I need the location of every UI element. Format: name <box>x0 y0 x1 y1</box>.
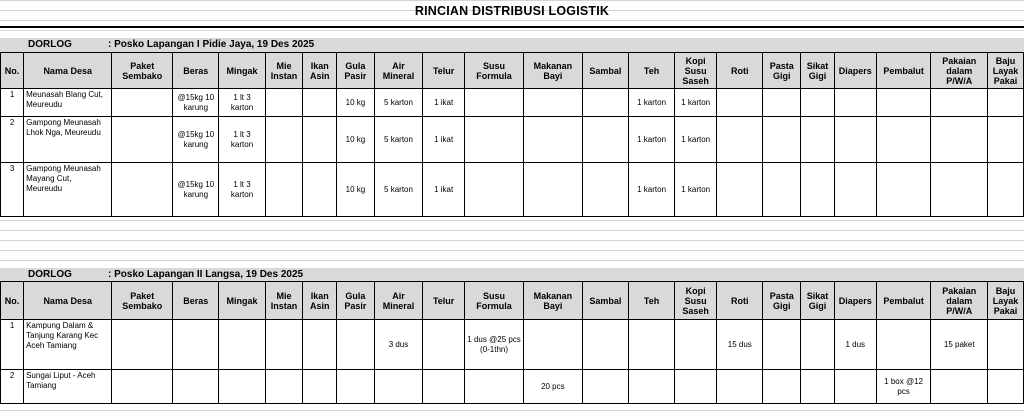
data-cell <box>717 117 763 163</box>
data-cell <box>303 163 337 217</box>
data-cell <box>465 163 524 217</box>
data-cell <box>219 370 265 404</box>
row-number: 1 <box>1 89 24 117</box>
data-cell <box>834 163 876 217</box>
data-cell <box>582 163 628 217</box>
data-cell <box>717 370 763 404</box>
data-cell <box>465 89 524 117</box>
table-row <box>1 370 1024 404</box>
data-cell <box>834 117 876 163</box>
data-cell: 1 ikat <box>423 163 465 217</box>
data-cell <box>931 117 988 163</box>
data-cell <box>801 163 835 217</box>
data-cell <box>931 163 988 217</box>
data-cell <box>265 370 303 404</box>
data-cell: 1 dus <box>834 320 876 370</box>
data-cell: 1 karton <box>675 89 717 117</box>
column-header: Kopi Susu Saseh <box>675 53 717 89</box>
data-cell <box>801 89 835 117</box>
data-cell <box>303 89 337 117</box>
column-header: Sambal <box>582 53 628 89</box>
data-cell <box>763 89 801 117</box>
data-cell <box>523 320 582 370</box>
data-cell: 15 paket <box>931 320 988 370</box>
data-cell: @15kg 10 karung <box>173 89 219 117</box>
column-header: Sambal <box>582 282 628 320</box>
data-cell <box>112 117 173 163</box>
data-cell: 15 dus <box>717 320 763 370</box>
data-cell: 5 karton <box>374 163 422 217</box>
column-header: Sikat Gigi <box>801 53 835 89</box>
data-cell <box>423 370 465 404</box>
village-name: Gampong Meunasah Lhok Nga, Meureudu <box>24 117 112 163</box>
table-row <box>1 320 1024 370</box>
data-cell: 1 lt 3 karton <box>219 89 265 117</box>
distribution-table-1 <box>0 52 1024 217</box>
column-header: Teh <box>628 53 674 89</box>
data-cell: 1 box @12 pcs <box>876 370 931 404</box>
data-cell: 10 kg <box>337 163 375 217</box>
data-cell <box>988 163 1024 217</box>
column-header: Pasta Gigi <box>763 282 801 320</box>
data-cell <box>582 320 628 370</box>
column-header: Susu Formula <box>465 282 524 320</box>
column-header: Gula Pasir <box>337 282 375 320</box>
column-header: Paket Sembako <box>112 53 173 89</box>
data-cell <box>717 89 763 117</box>
header-row <box>1 282 1024 320</box>
data-cell <box>628 370 674 404</box>
table-row <box>1 163 1024 217</box>
column-header: No. <box>1 53 24 89</box>
data-cell <box>988 89 1024 117</box>
data-cell <box>112 320 173 370</box>
data-cell <box>465 117 524 163</box>
data-cell <box>265 117 303 163</box>
data-cell: 10 kg <box>337 89 375 117</box>
column-header: Ikan Asin <box>303 282 337 320</box>
village-name: Kampung Dalam & Tanjung Karang Kec Aceh Tamiang <box>24 320 112 370</box>
document-title: RINCIAN DISTRIBUSI LOGISTIK <box>414 4 610 18</box>
column-header: Kopi Susu Saseh <box>675 282 717 320</box>
data-cell <box>876 89 931 117</box>
table-row <box>1 117 1024 163</box>
column-header: Telur <box>423 282 465 320</box>
column-header: Makanan Bayi <box>523 53 582 89</box>
data-cell <box>173 370 219 404</box>
column-header: Baju Layak Pakai <box>988 53 1024 89</box>
table-row <box>1 89 1024 117</box>
data-cell <box>931 89 988 117</box>
column-header: Susu Formula <box>465 53 524 89</box>
village-name: Meunasah Blang Cut, Meureudu <box>24 89 112 117</box>
data-cell <box>112 89 173 117</box>
column-header: Beras <box>173 282 219 320</box>
data-cell <box>876 117 931 163</box>
dorlog-header-1 <box>0 38 1024 52</box>
column-header: Paket Sembako <box>112 282 173 320</box>
data-cell <box>523 163 582 217</box>
data-cell <box>374 370 422 404</box>
column-header: No. <box>1 282 24 320</box>
data-cell: 5 karton <box>374 89 422 117</box>
data-cell <box>931 370 988 404</box>
column-header: Roti <box>717 282 763 320</box>
data-cell <box>265 89 303 117</box>
data-cell: 1 lt 3 karton <box>219 163 265 217</box>
data-cell <box>801 117 835 163</box>
row-number: 1 <box>1 320 24 370</box>
data-cell <box>112 163 173 217</box>
column-header: Pasta Gigi <box>763 53 801 89</box>
data-cell <box>523 117 582 163</box>
column-header: Nama Desa <box>24 282 112 320</box>
column-header: Air Mineral <box>374 53 422 89</box>
data-cell <box>523 89 582 117</box>
data-cell <box>675 320 717 370</box>
data-cell <box>801 320 835 370</box>
column-header: Gula Pasir <box>337 53 375 89</box>
column-header: Sikat Gigi <box>801 282 835 320</box>
data-cell <box>675 370 717 404</box>
data-cell: 1 dus @25 pcs (0-1thn) <box>465 320 524 370</box>
data-cell <box>423 320 465 370</box>
data-cell <box>303 320 337 370</box>
data-cell: 1 karton <box>628 89 674 117</box>
data-cell: 10 kg <box>337 117 375 163</box>
header-row <box>1 53 1024 89</box>
column-header: Baju Layak Pakai <box>988 282 1024 320</box>
dorlog-label: DORLOG <box>28 39 72 50</box>
data-cell <box>173 320 219 370</box>
column-header: Mie Instan <box>265 282 303 320</box>
data-cell: @15kg 10 karung <box>173 117 219 163</box>
column-header: Air Mineral <box>374 282 422 320</box>
data-cell <box>337 320 375 370</box>
data-cell <box>112 370 173 404</box>
data-cell <box>582 89 628 117</box>
distribution-table-2 <box>0 281 1024 404</box>
dorlog-label: DORLOG <box>28 269 72 280</box>
data-cell <box>763 320 801 370</box>
posko-label: : Posko Lapangan I Pidie Jaya, 19 Des 2025 <box>108 39 315 50</box>
column-header: Mingak <box>219 53 265 89</box>
data-cell: 1 karton <box>628 163 674 217</box>
posko-label: : Posko Lapangan II Langsa, 19 Des 2025 <box>108 269 304 280</box>
data-cell: 1 karton <box>628 117 674 163</box>
column-header: Pakaian dalam P/W/A <box>931 282 988 320</box>
data-cell <box>265 163 303 217</box>
column-header: Roti <box>717 53 763 89</box>
data-cell <box>582 370 628 404</box>
data-cell: 1 lt 3 karton <box>219 117 265 163</box>
data-cell: 5 karton <box>374 117 422 163</box>
data-cell <box>834 370 876 404</box>
column-header: Diapers <box>834 53 876 89</box>
data-cell <box>219 320 265 370</box>
data-cell <box>763 370 801 404</box>
data-cell <box>465 370 524 404</box>
title-divider <box>0 26 1024 28</box>
data-cell <box>876 163 931 217</box>
column-header: Telur <box>423 53 465 89</box>
data-cell: 3 dus <box>374 320 422 370</box>
column-header: Pembalut <box>876 282 931 320</box>
column-header: Mie Instan <box>265 53 303 89</box>
column-header: Diapers <box>834 282 876 320</box>
data-cell <box>988 320 1024 370</box>
data-cell <box>834 89 876 117</box>
data-cell <box>717 163 763 217</box>
column-header: Makanan Bayi <box>523 282 582 320</box>
data-cell <box>763 163 801 217</box>
data-cell <box>763 117 801 163</box>
data-cell: 1 ikat <box>423 117 465 163</box>
data-cell <box>628 320 674 370</box>
column-header: Beras <box>173 53 219 89</box>
data-cell <box>801 370 835 404</box>
column-header: Ikan Asin <box>303 53 337 89</box>
data-cell: @15kg 10 karung <box>173 163 219 217</box>
data-cell <box>337 370 375 404</box>
row-number: 3 <box>1 163 24 217</box>
data-cell <box>582 117 628 163</box>
village-name: Sungai Liput - Aceh Tamiang <box>24 370 112 404</box>
data-cell <box>988 117 1024 163</box>
data-cell: 20 pcs <box>523 370 582 404</box>
data-cell: 1 karton <box>675 163 717 217</box>
data-cell <box>265 320 303 370</box>
data-cell <box>876 320 931 370</box>
column-header: Pakaian dalam P/W/A <box>931 53 988 89</box>
column-header: Mingak <box>219 282 265 320</box>
dorlog-header-2 <box>0 268 1024 282</box>
row-number: 2 <box>1 370 24 404</box>
data-cell: 1 karton <box>675 117 717 163</box>
row-number: 2 <box>1 117 24 163</box>
column-header: Nama Desa <box>24 53 112 89</box>
data-cell: 1 ikat <box>423 89 465 117</box>
data-cell <box>303 370 337 404</box>
village-name: Gampong Meunasah Mayang Cut, Meureudu <box>24 163 112 217</box>
data-cell <box>303 117 337 163</box>
data-cell <box>988 370 1024 404</box>
column-header: Teh <box>628 282 674 320</box>
column-header: Pembalut <box>876 53 931 89</box>
